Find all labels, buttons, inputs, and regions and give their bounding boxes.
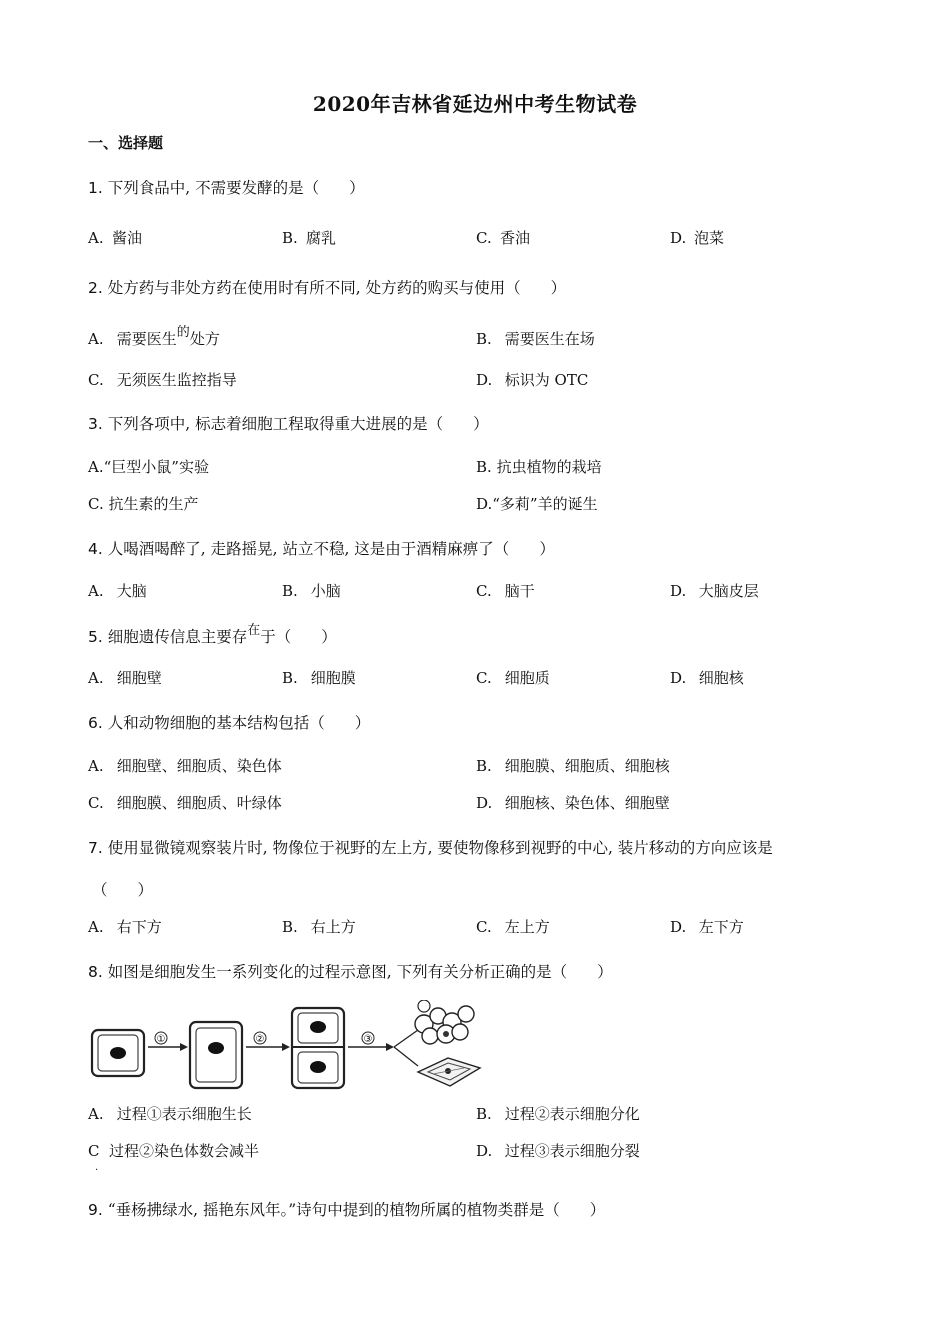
step-label: ②	[255, 1034, 265, 1045]
arrow-1	[148, 1032, 188, 1051]
option-text: “多莉”羊的诞生	[492, 495, 598, 513]
option-text: 细胞核、染色体、细胞壁	[504, 794, 670, 812]
options-row	[88, 493, 868, 515]
option-label: B.	[476, 757, 492, 775]
options-row	[88, 916, 868, 938]
option-b[interactable]	[282, 227, 336, 248]
option-label: B.	[476, 1105, 492, 1123]
option-a[interactable]	[88, 456, 209, 477]
question-stem: 如图是细胞发生一系列变化的过程示意图, 下列有关分析正确的是（	[107, 963, 568, 981]
option-text: 过程③表示细胞分裂	[504, 1142, 640, 1160]
option-b[interactable]	[476, 755, 670, 776]
option-text: 过程②染色体数会减半	[109, 1142, 260, 1160]
question-number: 5.	[88, 628, 103, 646]
option-label: B.	[282, 669, 298, 687]
option-text: 细胞膜	[310, 669, 356, 687]
step-label: ①	[156, 1034, 166, 1045]
question-stem: 下列各项中, 标志着细胞工程取得重大进展的是（	[107, 415, 444, 433]
option-text: 小脑	[310, 582, 341, 600]
option-label: B.	[282, 229, 298, 247]
option-b[interactable]	[476, 456, 602, 477]
option-label: C.	[476, 582, 492, 600]
option-text: 处方	[189, 330, 220, 348]
question-8	[88, 960, 868, 982]
round-cells-cluster	[415, 1000, 474, 1044]
option-text: 香油	[500, 229, 531, 247]
options-row	[88, 755, 868, 777]
cell-1	[92, 1030, 144, 1076]
option-label: D.	[670, 669, 687, 687]
option-text: 细胞膜、细胞质、细胞核	[504, 757, 670, 775]
question-9	[88, 1198, 868, 1220]
option-label: D.	[476, 794, 493, 812]
answer-paren: ）	[589, 1201, 606, 1219]
question-7	[88, 836, 868, 858]
question-stem: “垂杨拂绿水, 摇艳东风年。”诗句中提到的植物所属的植物类群是（	[107, 1201, 560, 1219]
answer-paren: ）	[539, 540, 555, 558]
answer-paren: ）	[550, 279, 567, 297]
option-label: A.	[88, 458, 104, 476]
question-stem: 使用显微镜观察装片时, 物像位于视野的左上方, 要使物像移到视野的中心, 装片移动的方向应该是	[107, 839, 773, 857]
option-text: 需要医生在场	[504, 330, 595, 348]
option-b[interactable]	[476, 1103, 640, 1124]
question-stem: 处方药与非处方药在使用时有所不同, 处方药的购买与使用（	[107, 279, 521, 297]
options-row	[88, 667, 868, 689]
option-text: 酱油	[112, 229, 143, 247]
tissue-block	[418, 1058, 480, 1086]
option-a[interactable]	[88, 1103, 252, 1124]
option-text: 脑干	[504, 582, 535, 600]
option-c[interactable]	[476, 580, 535, 601]
option-b[interactable]	[282, 580, 341, 601]
question-number: 7.	[88, 839, 103, 857]
options-row	[88, 1103, 868, 1125]
answer-paren-open: （	[92, 881, 108, 899]
option-c[interactable]	[88, 493, 199, 514]
option-d[interactable]	[476, 493, 598, 514]
option-d[interactable]	[476, 369, 588, 390]
option-b[interactable]	[476, 328, 595, 349]
option-a[interactable]	[88, 667, 162, 688]
option-a[interactable]	[88, 755, 282, 776]
option-label: D.	[670, 582, 687, 600]
question-number: 4.	[88, 540, 103, 558]
option-label: A.	[88, 330, 104, 348]
option-a[interactable]	[88, 916, 162, 937]
option-text-raised: 的	[176, 325, 190, 340]
arrow-3	[348, 1030, 418, 1066]
option-d[interactable]	[476, 792, 670, 813]
option-label: C.	[88, 794, 104, 812]
option-text: 抗虫植物的栽培	[496, 458, 602, 476]
option-b[interactable]	[282, 667, 356, 688]
step-label: ③	[363, 1034, 373, 1045]
question-stem: 人和动物细胞的基本结构包括（	[107, 714, 325, 732]
cell-2	[190, 1022, 242, 1088]
option-label: A.	[88, 1105, 104, 1123]
option-label: A.	[88, 229, 104, 247]
option-label: B.	[282, 582, 298, 600]
options-row	[88, 792, 868, 814]
option-text: 左上方	[504, 918, 550, 936]
options-row	[88, 580, 868, 602]
arrow-2	[246, 1032, 290, 1051]
option-text: 泡菜	[694, 229, 725, 247]
option-text: 右上方	[310, 918, 356, 936]
option-label: D.	[670, 229, 687, 247]
option-text: 大脑皮层	[698, 582, 759, 600]
option-c[interactable]	[88, 1140, 259, 1161]
option-d[interactable]	[670, 667, 744, 688]
question-stem: 细胞遗传信息主要存	[107, 628, 248, 646]
option-text: 细胞质	[504, 669, 550, 687]
option-c[interactable]	[476, 667, 550, 688]
options-row	[88, 325, 868, 350]
option-text: 标识为 OTC	[504, 371, 589, 389]
option-text: 细胞膜、细胞质、叶绿体	[116, 794, 282, 812]
option-label: C.	[88, 495, 104, 513]
question-number: 3.	[88, 415, 103, 433]
question-number: 2.	[88, 279, 103, 297]
question-stem: 于（	[260, 628, 292, 646]
answer-paren: ）	[137, 881, 154, 899]
question-number: 9.	[88, 1201, 103, 1219]
question-stem: 人喝酒喝醉了, 走路摇晃, 站立不稳, 这是由于酒精麻痹了（	[107, 540, 510, 558]
option-label: A.	[88, 669, 104, 687]
option-label: B.	[282, 918, 298, 936]
question-number: 8.	[88, 963, 103, 981]
option-text: 无须医生监控指导	[116, 371, 237, 389]
option-label: C	[88, 1142, 100, 1160]
option-c[interactable]	[476, 916, 550, 937]
question-number: 1.	[88, 179, 103, 197]
option-label: C.	[476, 669, 492, 687]
options-row	[88, 456, 868, 478]
question-number: 6.	[88, 714, 103, 732]
option-label: D.	[476, 1142, 493, 1160]
answer-paren: ）	[321, 628, 337, 646]
option-text: 细胞核	[698, 669, 744, 687]
option-label: B.	[476, 458, 492, 476]
question-5	[88, 625, 868, 647]
option-c[interactable]	[88, 792, 282, 813]
option-text: 右下方	[116, 918, 162, 936]
option-label: C.	[476, 229, 492, 247]
question-4	[88, 537, 868, 559]
option-d[interactable]	[670, 227, 724, 248]
option-d[interactable]	[670, 916, 744, 937]
question-stem: 下列食品中, 不需要发酵的是（	[107, 179, 320, 197]
option-c[interactable]	[476, 227, 530, 248]
option-text: 细胞壁、细胞质、染色体	[116, 757, 282, 775]
option-a[interactable]	[88, 227, 142, 248]
option-text: 大脑	[116, 582, 147, 600]
answer-paren: ）	[349, 179, 365, 197]
options-row	[88, 1140, 868, 1162]
option-b[interactable]	[282, 916, 356, 937]
option-label: D.	[476, 495, 493, 513]
option-label: C.	[88, 371, 104, 389]
option-label: C.	[476, 918, 492, 936]
stray-mark: .	[95, 1162, 99, 1173]
option-label: A.	[88, 757, 104, 775]
option-label: D.	[476, 371, 493, 389]
option-text: 细胞壁	[116, 669, 162, 687]
page-title: 2020年吉林省延边州中考生物试卷	[312, 92, 638, 116]
answer-paren: ）	[354, 714, 371, 732]
question-7-continuation	[92, 878, 872, 900]
cell-process-diagram	[88, 1000, 488, 1092]
option-label: D.	[670, 918, 687, 936]
option-text: 左下方	[698, 918, 744, 936]
option-label: A.	[88, 582, 104, 600]
option-label: A.	[88, 918, 104, 936]
option-text: 过程①表示细胞生长	[116, 1105, 252, 1123]
answer-paren: ）	[473, 415, 489, 433]
question-stem-raised: 在	[247, 623, 261, 638]
question-3	[88, 412, 868, 434]
question-6	[88, 711, 868, 733]
option-d[interactable]	[670, 580, 759, 601]
option-text: “巨型小鼠”实验	[103, 458, 209, 476]
cell-3-divided	[292, 1008, 344, 1088]
answer-paren: ）	[597, 963, 613, 981]
question-2	[88, 276, 868, 298]
option-a[interactable]	[88, 580, 147, 601]
option-d[interactable]	[476, 1140, 640, 1161]
options-row	[88, 369, 868, 391]
section-heading: 一、选择题	[88, 134, 164, 152]
question-1	[88, 176, 868, 198]
options-row	[88, 227, 868, 249]
option-c[interactable]	[88, 369, 237, 390]
option-text: 抗生素的生产	[108, 495, 199, 513]
option-a[interactable]	[88, 325, 220, 349]
option-text: 过程②表示细胞分化	[504, 1105, 640, 1123]
option-label: B.	[476, 330, 492, 348]
option-text: 需要医生	[116, 330, 177, 348]
option-text: 腐乳	[306, 229, 337, 247]
